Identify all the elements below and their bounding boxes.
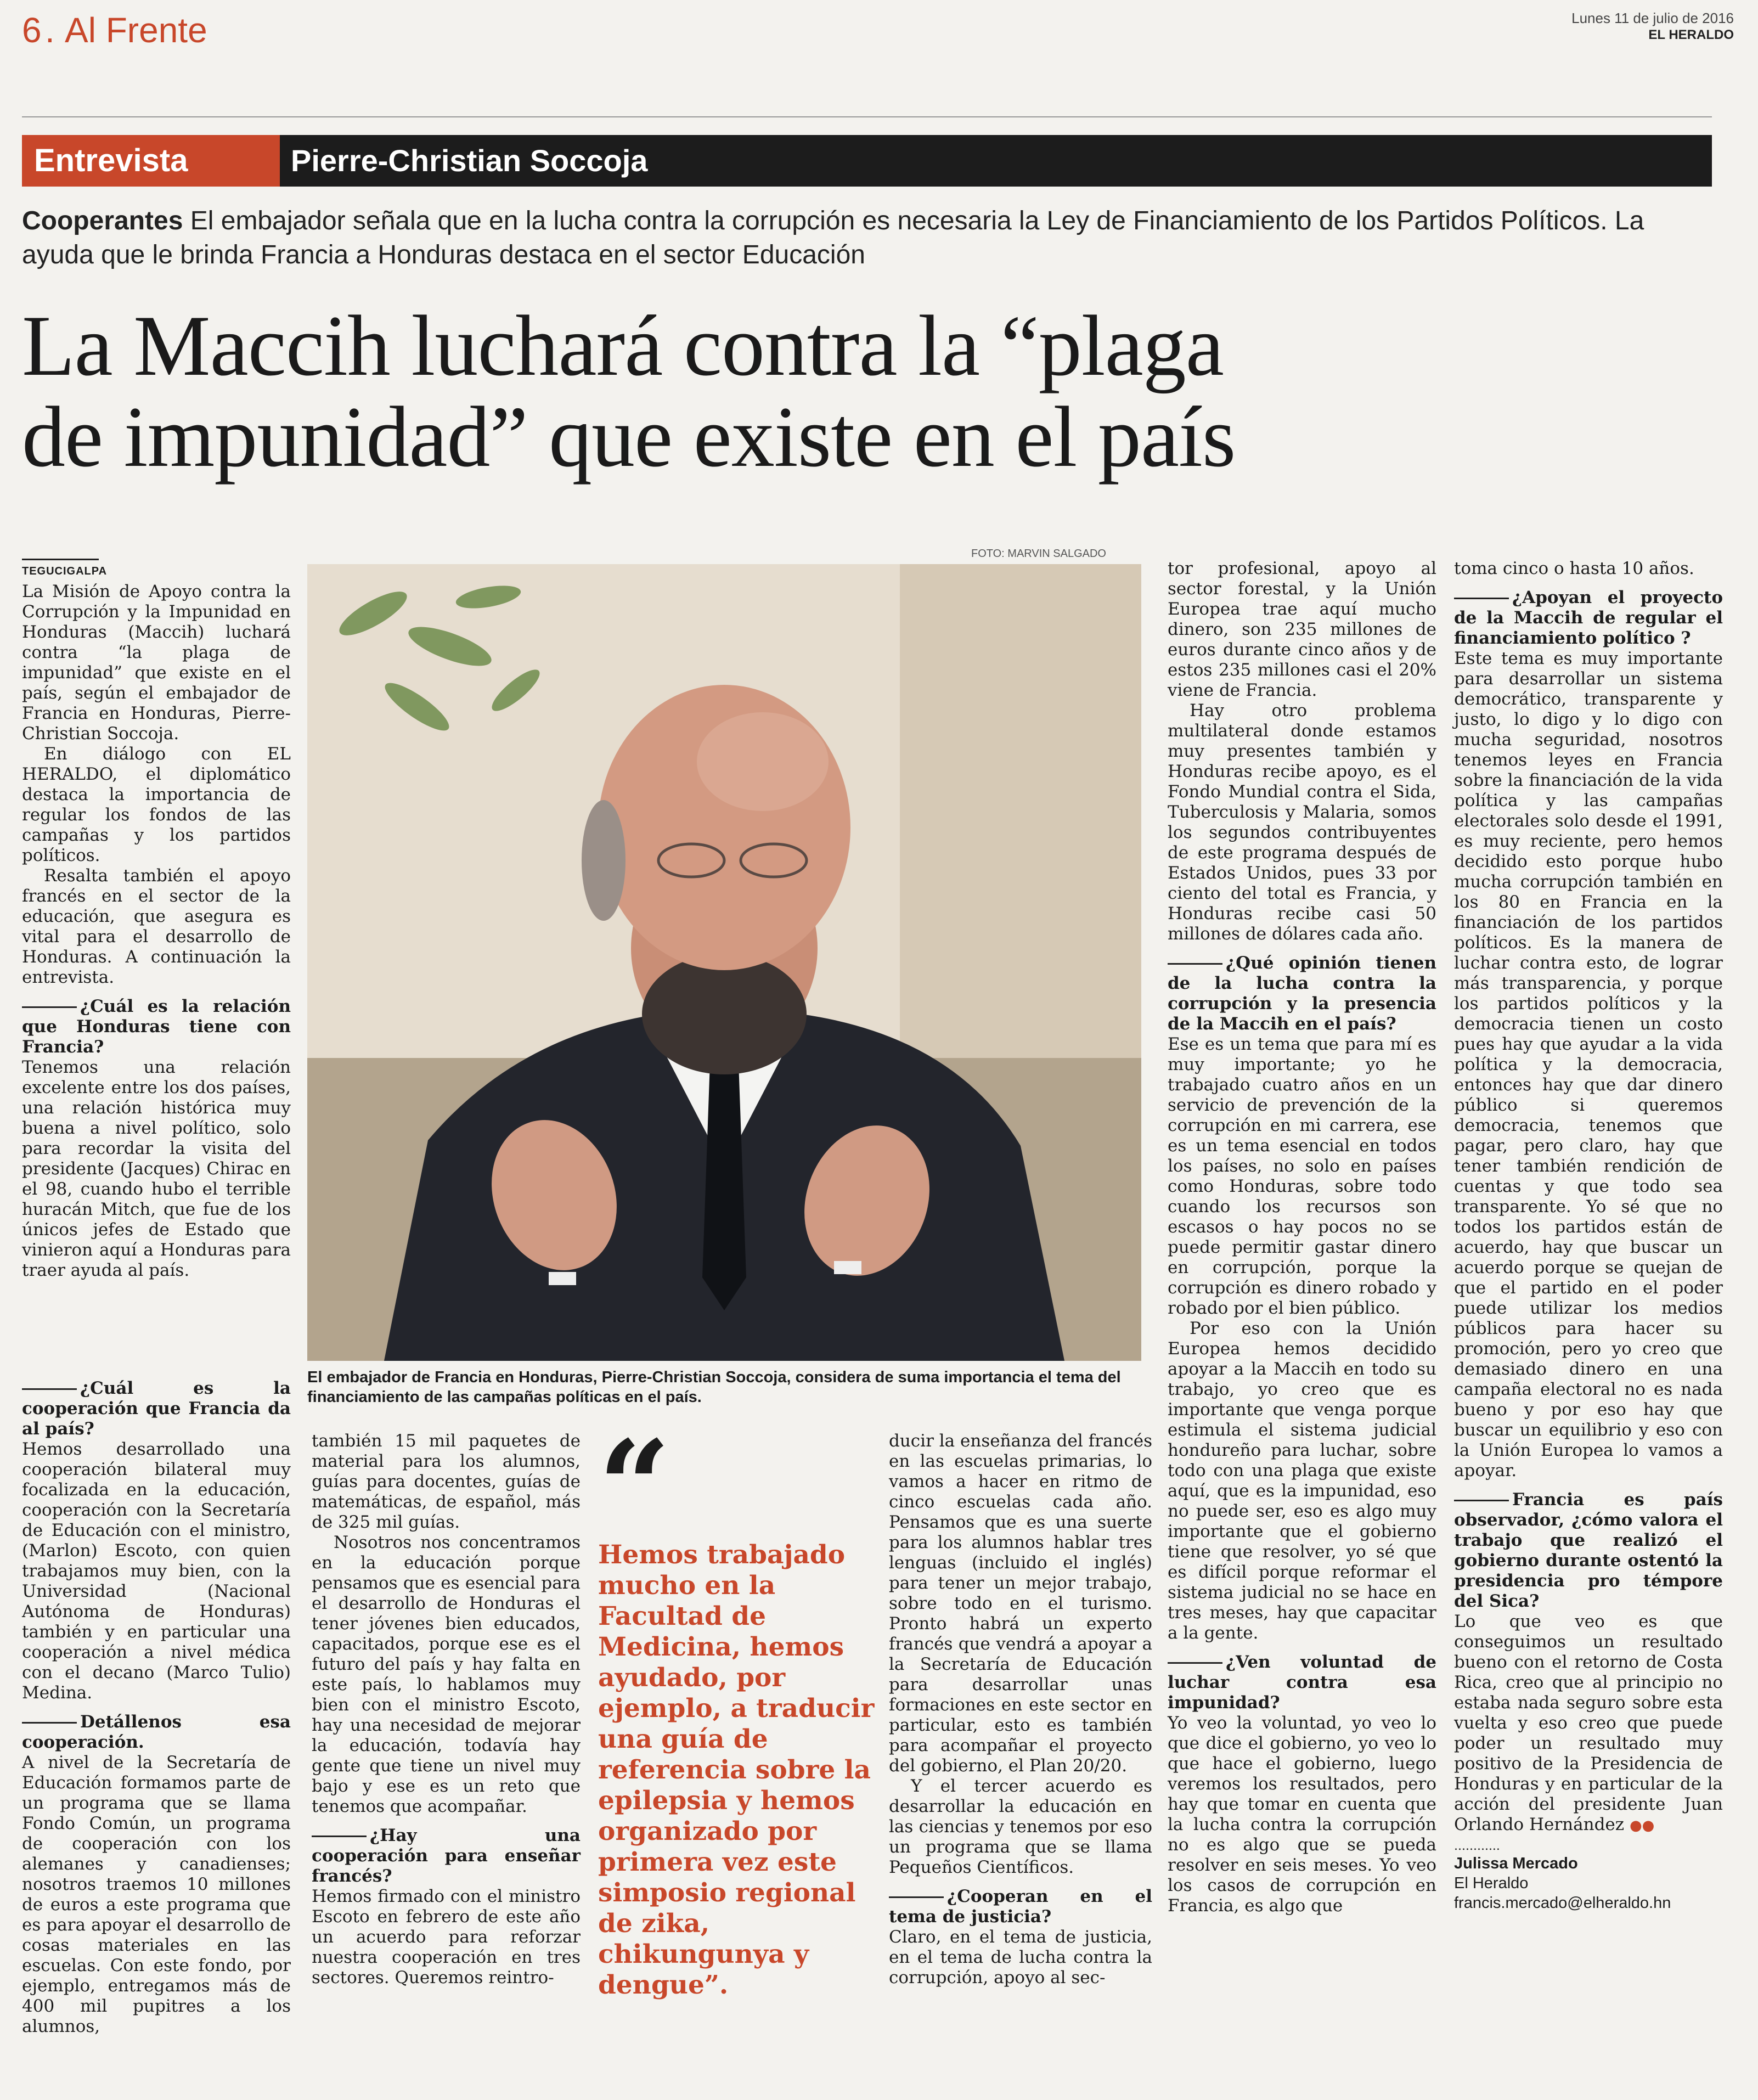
col4-paragraph-3: Por eso con la Unión Europea hemos decidido apoyar a la Maccih en todo su trabajo, yo creo que es importante que venga porque estimula el sistema judicial hondureño para luchar, sobre todo con una plaga que existe aquí, que es la impunidad, eso no puede ser, eso es algo muy importante que el gobierno tiene que resolver, yo sé que es difícil porque reformar el sistema judicial no se hace en tres meses, hay que capacitar a la gente. <box>1168 1319 1436 1643</box>
byline-email[interactable]: francis.mercado@elheraldo.hn <box>1454 1894 1671 1912</box>
col4-paragraph-2: Hay otro problema multilateral donde estamos muy presentes también y Honduras recibe apoyo, es el Fondo Mundial contra el Sida, Tuberculosis y Malaria, somos los segundos contribuyentes de este programa después de Estados Unidos, pues 33 por ciento del total es Francia, y Honduras recibe casi 50 millones de dólares cada año. <box>1168 701 1436 944</box>
col5-paragraph-1: toma cinco o hasta 10 años. <box>1454 559 1694 578</box>
question-2: ¿Cuál es la cooperación que Francia da al país? <box>22 1378 291 1439</box>
deck <box>22 204 1690 272</box>
answer-4: Hemos firmado con el ministro Escoto en febrero de este año un acuerdo para reforzar nuestra cooperación en tres sectores. Queremos reintro- <box>312 1887 581 1988</box>
paper-name: EL HERALDO <box>1648 27 1734 42</box>
column-4 <box>1168 559 1436 1916</box>
answer-6: Ese es un tema que para mí es muy importante; yo he trabajado cuatro años en un servicio de prevención de la corrupción en mi carrera, ese es un tema esencial en todos los países, no solo en países como Honduras, sobre todo cuando los recursos son escasos o hay pocos no se puede permitir gastar dinero en corrupción, porque la corrupción es dinero robado y robado por el bien público. <box>1168 1034 1436 1318</box>
kicker-name: Pierre-Christian Soccoja <box>291 143 648 178</box>
answer-9 <box>1454 1612 1723 1836</box>
kicker-label <box>22 135 280 187</box>
photo-caption: El embajador de Francia en Honduras, Pierre-Christian Soccoja, considera de suma importancia el tema del financiamiento de las campañas políticas en el país. <box>307 1369 1121 1406</box>
answer-8: Este tema es muy importante para desarrollar un sistema democrático, transparente y justo, lo digo y lo digo con mucha seguridad, nosotros tenemos leyes en Francia sobre la financiación de la vida política y las campañas electorales solo desde el 1991, es muy reciente, pero hemos decidido esto porque hubo mucha corrupción también en los 80 en Francia en la financiación de los partidos políticos. Es la manera de luchar contra esto, de lograr más transparencia, y porque los partidos políticos y la democracia tienen un costo pues hay que ayudar a la vida política y la democracia, entonces hay que dar dinero público si queremos democracia, tenemos que pagar, pero claro, hay que tener también rendición de cuentas y que todo sea transparente. Yo sé que no todos los partidos están de acuerdo, hay que buscar un acuerdo porque se quejan de que el partido en el poder puede utilizar los medios públicos para hacer su promoción, pero yo creo que demasiado dinero en una campaña electoral no es nada bueno y por eso hay que buscar un equilibrio y eso con la Unión Europea lo vamos a apoyar. <box>1454 649 1723 1480</box>
column-1-lower <box>22 1378 291 2037</box>
photo-illustration <box>307 564 1141 1361</box>
headline-line-1: La Maccih luchará contra la “plaga <box>22 298 1224 394</box>
page-number-dot: . <box>45 10 55 50</box>
section-title: Al Frente <box>65 10 207 50</box>
answer-9-text: Lo que veo es que conseguimos un resultado bueno con el retorno de Costa Rica, creo que al principio no estaba nada seguro sobre esta vuelta y eso creo que puede poder un resultado muy positivo de la Presidencia de Honduras y en particular de la acción del presidente Juan Orlando Hernández <box>1454 1612 1723 1834</box>
col3-paragraph-1: ducir la enseñanza del francés en las escuelas primarias, lo vamos a hacer en ritmo de cinco escuelas cada año. Pensamos que es una suerte para los alumnos hablar tres lenguas (incluido el inglés) para tener un mejor trabajo, sobre todo en el turismo. Pronto habrá un experto francés que vendrá a apoyar a la Secretaría de Educación para desarrollar unas formaciones en este sector en particular, esto es también para acompañar el proyecto del gobierno, el Plan 20/20. <box>889 1431 1152 1776</box>
byline <box>1454 1854 1723 1913</box>
col3-paragraph-2: Y el tercer acuerdo es desarrollar la educación en las ciencias y tenemos por eso un programa que se llama Pequeños Científicos. <box>889 1776 1152 1877</box>
headline-line-2: de impunidad” que existe en el país <box>22 389 1236 485</box>
dateline: TEGUCIGALPA <box>22 559 99 582</box>
column-2 <box>312 1431 581 1988</box>
answer-1: Tenemos una relación excelente entre los dos países, una relación histórica muy buena a nivel político, solo para recordar la visita del presidente (Jacques) Chirac en el 98, cuando hubo el terrible huracán Mitch, que fue de los únicos jefes de Estado que vinieron aquí a Honduras para traer ayuda al país. <box>22 1057 291 1280</box>
pull-quote-text: Hemos trabajado mucho en la Facultad de Medicina, hemos ayudado, por ejemplo, a traducir una guía de referencia sobre la epilepsia y hemos organizado por primera vez este simposio regional de zika, chikungunya y dengue”. <box>598 1540 875 2000</box>
deck-text: El embajador señala que en la lucha contra la corrupción es necesaria la Ley de Financiamiento de los Partidos Políticos. La ayuda que le brinda Francia a Honduras destaca en el sector Educación <box>22 206 1644 269</box>
byline-author: Julissa Mercado <box>1454 1855 1578 1872</box>
intro-paragraph-2: En diálogo con EL HERALDO, el diplomático destaca la importancia de regular los fondos de las campañas y los partidos políticos. <box>22 744 291 865</box>
col2-paragraph-1: también 15 mil paquetes de material para los alumnos, guías para docentes, guías de matemáticas, de español, más de 325 mil guías. <box>312 1431 581 1532</box>
byline-outlet: El Heraldo <box>1454 1874 1529 1892</box>
end-mark-icon: ●● <box>1629 1817 1655 1834</box>
deck-lead: Cooperantes <box>22 206 183 235</box>
answer-3: A nivel de la Secretaría de Educación formamos parte de un programa que se llama Fondo Común, un programa de cooperación con los alemanes y canadienses; nosotros traemos 10 millones de euros a este programa que es para apoyar el desarrollo de cosas materiales en las escuelas. Con este fondo, por ejemplo, entregamos más de 400 mil pupitres a los alumnos, <box>22 1753 291 2036</box>
header-rule <box>22 116 1712 117</box>
issue-date: Lunes 11 de julio de 2016 <box>1571 10 1734 26</box>
pull-quote <box>598 1413 883 2001</box>
col4-paragraph-1: tor profesional, apoyo al sector forestal, y la Unión Europea trae aquí mucho dinero, son 235 millones de euros durante cinco años y de estos 235 millones casi el 20% viene de Francia. <box>1168 559 1436 700</box>
answer-5: Claro, en el tema de justicia, en el tema de lucha contra la corrupción, apoyo al sec- <box>889 1927 1152 1988</box>
question-1: ¿Cuál es la relación que Honduras tiene con Francia? <box>22 996 291 1057</box>
byline-dots: ............ <box>1454 1839 1500 1853</box>
page-number: 6 <box>22 10 42 50</box>
column-3 <box>889 1431 1152 1988</box>
column-5 <box>1454 559 1723 1913</box>
photo-credit: FOTO: MARVIN SALGADO <box>971 548 1106 560</box>
question-7: ¿Ven voluntad de luchar contra esa impunidad? <box>1168 1652 1436 1713</box>
headline <box>22 298 1723 485</box>
question-4: ¿Hay una cooperación para enseñar francés? <box>312 1826 581 1886</box>
answer-2: Hemos desarrollado una cooperación bilateral muy focalizada en la educación, cooperación con la Secretaría de Educación con el ministro, (Marlon) Escoto, con quien trabajamos muy bien, con la Universidad (Nacional Autónoma de Honduras) también y en particular una cooperación a nivel médica con el decano (Marco Tulio) Medina. <box>22 1439 291 1703</box>
kicker-label-text: Entrevista <box>34 143 188 178</box>
column-1 <box>22 559 291 1281</box>
page-header <box>22 10 1734 65</box>
question-8: ¿Apoyan el proyecto de la Maccih de regular el financiamiento político ? <box>1454 588 1723 648</box>
col2-paragraph-2: Nosotros nos concentramos en la educación porque pensamos que es esencial para el desarrollo de Honduras el tener jóvenes bien educados, capacitados, porque ese es el futuro del país y hay falta en este país, lo hablamos muy bien con el ministro Escoto, hay una necesidad de mejorar la educación, todavía hay gente que tiene un nivel muy bajo y ese es un reto que tenemos que acompañar. <box>312 1533 581 1816</box>
quote-mark-icon: “ <box>598 1413 671 1561</box>
photo <box>307 564 1141 1361</box>
question-5: ¿Cooperan en el tema de justicia? <box>889 1887 1152 1927</box>
question-9: Francia es país observador, ¿cómo valora el trabajo que realizó el gobierno durante ostentó la presidencia pro témpore del Sica? <box>1454 1490 1723 1611</box>
question-3: Detállenos esa cooperación. <box>22 1712 291 1752</box>
question-6: ¿Qué opinión tienen de la lucha contra la corrupción y la presencia de la Maccih en el país? <box>1168 953 1436 1034</box>
answer-7: Yo veo la voluntad, yo veo lo que dice el gobierno, yo veo lo que hace el gobierno, luego veremos los resultados, pero hay que tomar en cuenta que la lucha contra la corrupción no es algo que se pueda resolver en seis meses. Yo veo los casos de corrupción en Francia, es algo que <box>1168 1713 1436 1916</box>
intro-paragraph-3: Resalta también el apoyo francés en el sector de la educación, que asegura es vital para el desarrollo de Honduras. A continuación la entrevista. <box>22 866 291 987</box>
intro-paragraph-1: La Misión de Apoyo contra la Corrupción y la Impunidad en Honduras (Maccih) luchará contra “la plaga de impunidad” que existe en el país, según el embajador de Francia en Honduras, Pierre-Christian Soccoja. <box>22 582 291 744</box>
